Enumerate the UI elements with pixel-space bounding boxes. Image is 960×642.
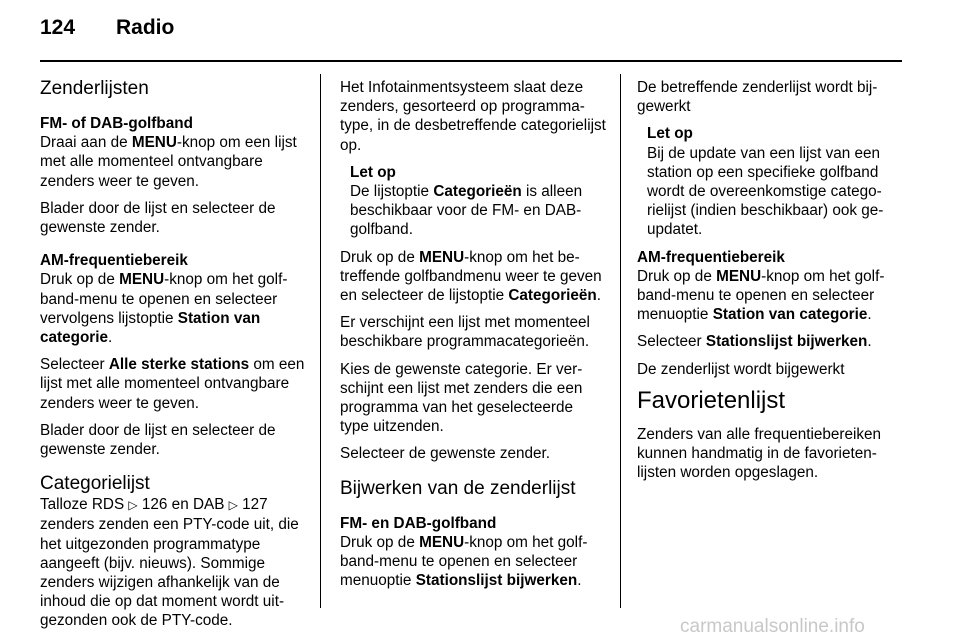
note-box bbox=[350, 163, 606, 240]
note-title: Let op bbox=[350, 163, 396, 181]
watermark: carmanualsonline.info bbox=[680, 616, 865, 637]
paragraph: Talloze RDS ▷ 126 en DAB ▷ 127 zenders zenden een PTY-code uit, die het uitgezonden programmatype aangeeft (bijv. nieuws). Sommige zenders wijzigen afhankelijk van de inhoud die op dat moment wordt uitgezonden ook de PTY-code. bbox=[40, 496, 299, 630]
note-box bbox=[647, 124, 903, 239]
heading-zenderlijsten: Zenderlijsten bbox=[40, 78, 149, 99]
subheading-fm-dab: FM- en DAB-golfband bbox=[340, 514, 497, 532]
page-number: 124 bbox=[40, 16, 76, 39]
paragraph: Draai aan de MENU-knop om een lijst met alle momenteel ontvangbare zenders weer te geven. bbox=[40, 134, 297, 190]
page-reference[interactable]: 126 bbox=[141, 496, 168, 514]
note-title: Let op bbox=[647, 125, 693, 143]
column-divider bbox=[620, 74, 621, 608]
paragraph: Kies de gewenste categorie. Er verschijnt een lijst met zenders die een programma van het geselecteerde type uitzenden. bbox=[340, 360, 583, 436]
heading-bijwerken: Bijwerken van de zenderlijst bbox=[340, 477, 576, 499]
page-reference[interactable]: 127 bbox=[242, 496, 268, 514]
paragraph: Blader door de lijst en selecteer de gewenste zender. bbox=[40, 421, 276, 459]
header-rule bbox=[40, 60, 902, 62]
page-title: Radio bbox=[116, 16, 175, 39]
column-2 bbox=[340, 78, 606, 598]
paragraph: Selecteer Stationslijst bijwerken. bbox=[637, 333, 872, 351]
heading-favorietenlijst: Favorietenlijst bbox=[637, 386, 786, 414]
subheading-am: AM-frequentiebereik bbox=[637, 248, 785, 266]
note-text: De lijstoptie Categorieën is alleen beschikbaar voor de FM- en DAB-golfband. bbox=[350, 183, 583, 239]
paragraph: Zenders van alle frequentiebereiken kunnen handmatig in de favorietenlijsten worden opgeslagen. bbox=[637, 425, 882, 482]
paragraph: Druk op de MENU-knop om het golfband-menu te openen en selecteer menuoptie Station van categorie. bbox=[637, 267, 885, 324]
paragraph: De betreffende zenderlijst wordt bijgewerkt bbox=[637, 79, 878, 116]
paragraph: Druk op de MENU-knop om het betreffende golfbandmenu weer te geven en selecteer de lijstoptie Categorieën. bbox=[340, 248, 602, 305]
subheading-fm-dab: FM- of DAB-golfband bbox=[40, 115, 193, 132]
subheading-am: AM-frequentiebereik bbox=[40, 252, 188, 270]
paragraph: De zenderlijst wordt bijgewerkt bbox=[637, 360, 845, 378]
column-divider bbox=[320, 74, 321, 608]
paragraph: Druk op de MENU-knop om het golfband-menu te openen en selecteer vervolgens lijstoptie Station van categorie. bbox=[40, 271, 288, 347]
note-text: Bij de update van een lijst van een station op een specifieke golfband wordt de overeenkomstige categorielijst (indien beschikbaar) ook geupdatet. bbox=[647, 144, 884, 239]
paragraph: Er verschijnt een lijst met momenteel beschikbare programmacategorieën. bbox=[340, 314, 590, 351]
paragraph: Selecteer de gewenste zender. bbox=[340, 445, 551, 463]
page-reference-arrow-icon: ▷ bbox=[128, 498, 138, 513]
paragraph: Selecteer Alle sterke stations om een lijst met alle momenteel ontvangbare zenders weer te geven. bbox=[40, 356, 305, 412]
column-1 bbox=[40, 78, 306, 639]
paragraph: Druk op de MENU-knop om het golfband-menu te openen en selecteer menuoptie Stationslijst bijwerken. bbox=[340, 533, 588, 590]
paragraph: Blader door de lijst en selecteer de gewenste zender. bbox=[40, 199, 276, 237]
column-3 bbox=[637, 78, 903, 490]
heading-categorielijst: Categorielijst bbox=[40, 473, 150, 495]
page-reference-arrow-icon: ▷ bbox=[228, 498, 238, 513]
paragraph: Het Infotainmentsysteem slaat deze zenders, gesorteerd op programmatype, in de desbetreffende categorielijst op. bbox=[340, 79, 606, 154]
